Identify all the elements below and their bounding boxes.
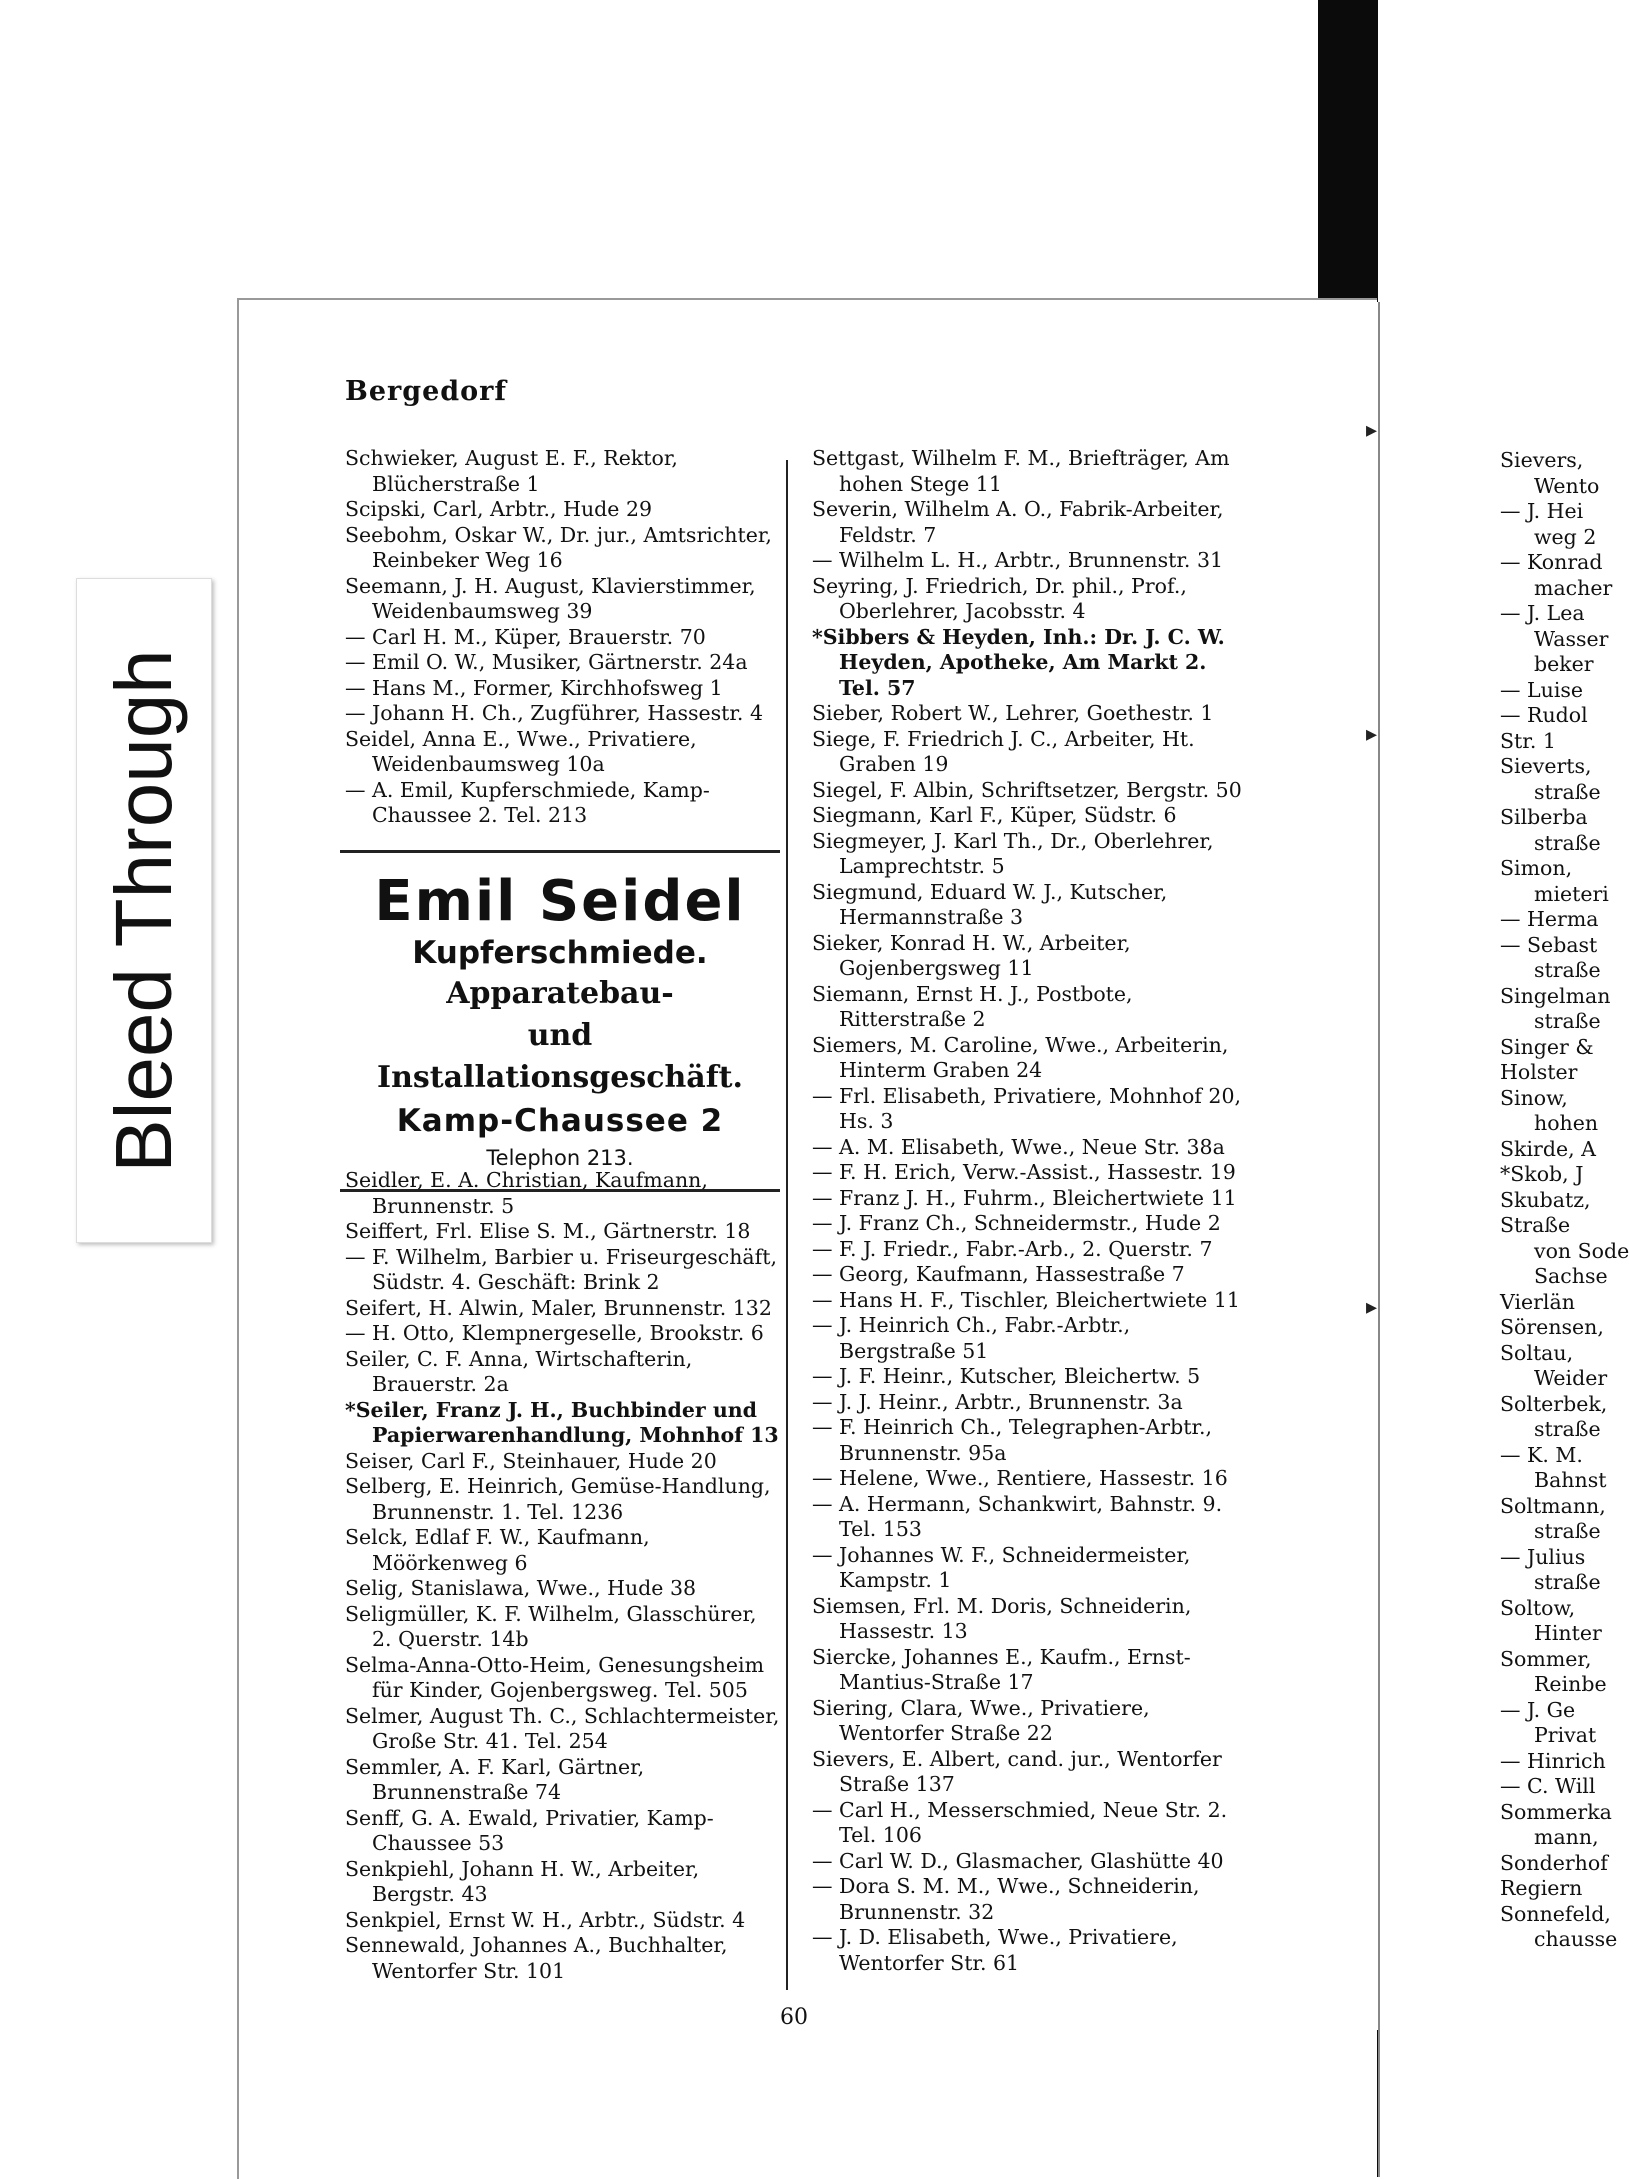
directory-entry: *Sibbers & Heyden, Inh.: Dr. J. C. W. Heyden, Apotheke, Am Markt 2. Tel. 57 bbox=[812, 624, 1225, 700]
right-fragment: — K. M. bbox=[1500, 1442, 1583, 1467]
right-fragment: Holster bbox=[1500, 1060, 1578, 1084]
right-fragment: Sommerka bbox=[1500, 1799, 1612, 1824]
right-fragment: straße bbox=[1534, 1570, 1601, 1594]
directory-entry: — H. Otto, Klempnergeselle, Brookstr. 6 bbox=[345, 1321, 764, 1345]
directory-entry: Siemsen, Frl. M. Doris, Schneiderin, Hassestr. 13 bbox=[812, 1593, 1192, 1643]
right-page-column bbox=[1500, 448, 1629, 1953]
directory-entry: Siegmann, Karl F., Küper, Südstr. 6 bbox=[812, 803, 1177, 827]
right-fragment: — Sebast bbox=[1500, 932, 1598, 957]
right-fragment: Soltau, bbox=[1500, 1340, 1574, 1365]
directory-entry: Selck, Edlaf F. W., Kaufmann, Möörkenweg 6 bbox=[345, 1525, 650, 1575]
directory-entry: — Carl H. M., Küper, Brauerstr. 70 bbox=[345, 624, 706, 649]
directory-entry: — Carl H., Messerschmied, Neue Str. 2. Tel. 106 bbox=[812, 1797, 1228, 1847]
directory-entry: — A. M. Elisabeth, Wwe., Neue Str. 38a bbox=[812, 1134, 1225, 1159]
right-fragment: — J. Lea bbox=[1500, 601, 1585, 625]
directory-entry: — A. Hermann, Schankwirt, Bahnstr. 9. Tel. 153 bbox=[812, 1491, 1223, 1541]
directory-entry: Sieker, Konrad H. W., Arbeiter, Gojenbergsweg 11 bbox=[812, 930, 1131, 980]
directory-entry: Schwieker, August E. F., Rektor, Blücherstraße 1 bbox=[345, 446, 678, 496]
directory-entry: — F. Heinrich Ch., Telegraphen-Arbtr., Brunnenstr. 95a bbox=[812, 1415, 1213, 1465]
right-fragment: macher bbox=[1534, 575, 1613, 600]
right-fragment: hohen bbox=[1534, 1111, 1599, 1135]
right-fragment: Sonnefeld, bbox=[1500, 1901, 1611, 1926]
right-fragment: straße bbox=[1534, 958, 1601, 982]
ad-trade: Kupferschmiede. bbox=[412, 935, 708, 971]
directory-entry: Scipski, Carl, Arbtr., Hude 29 bbox=[345, 497, 653, 521]
right-fragment: Silberba bbox=[1500, 805, 1588, 829]
ad-phone: Telephon 213. bbox=[486, 1146, 634, 1170]
crop-mark-1: ▸ bbox=[1366, 418, 1378, 443]
directory-entry: — F. H. Erich, Verw.-Assist., Hassestr. 19 bbox=[812, 1160, 1236, 1184]
directory-entry: — Helene, Wwe., Rentiere, Hassestr. 16 bbox=[812, 1466, 1228, 1490]
directory-entry: Siering, Clara, Wwe., Privatiere, Wentorfer Straße 22 bbox=[812, 1695, 1150, 1745]
directory-entry: Sieber, Robert W., Lehrer, Goethestr. 1 bbox=[812, 701, 1214, 725]
right-fragment: mieteri bbox=[1534, 881, 1609, 906]
right-fragment: Skirde, A bbox=[1500, 1136, 1596, 1161]
right-fragment: Singer & bbox=[1500, 1034, 1594, 1059]
right-fragment: — Luise bbox=[1500, 677, 1584, 702]
right-fragment: Privat bbox=[1534, 1723, 1597, 1747]
column-divider bbox=[786, 460, 788, 1990]
right-fragment: Hinter bbox=[1534, 1621, 1602, 1645]
directory-entry: — Georg, Kaufmann, Hassestraße 7 bbox=[812, 1262, 1185, 1286]
directory-entry: Sennewald, Johannes A., Buchhalter, Wentorfer Str. 101 bbox=[345, 1933, 728, 1983]
right-fragment: straße bbox=[1534, 830, 1601, 855]
directory-entry: — Frl. Elisabeth, Privatiere, Mohnhof 20, Hs. 3 bbox=[812, 1083, 1242, 1133]
right-fragment: Vierlän bbox=[1500, 1289, 1575, 1314]
crop-mark-3: ▸ bbox=[1366, 1295, 1378, 1320]
directory-entry: Selberg, E. Heinrich, Gemüse-Handlung, Brunnenstr. 1. Tel. 1236 bbox=[345, 1474, 771, 1524]
directory-entry: *Seiler, Franz J. H., Buchbinder und Papierwarenhandlung, Mohnhof 13 bbox=[345, 1397, 779, 1447]
directory-entry: — J. Heinrich Ch., Fabr.-Arbtr., Bergstraße 51 bbox=[812, 1313, 1131, 1363]
right-fragment: Soltmann, bbox=[1500, 1493, 1606, 1518]
directory-entry: — J. Franz Ch., Schneidermstr., Hude 2 bbox=[812, 1211, 1221, 1235]
directory-entry: Selmer, August Th. C., Schlachtermeister, Große Str. 41. Tel. 254 bbox=[345, 1703, 780, 1753]
right-fragment: — J. Ge bbox=[1500, 1697, 1576, 1722]
bleed-through-label-card bbox=[76, 578, 212, 1243]
directory-entry: — Carl W. D., Glasmacher, Glashütte 40 bbox=[812, 1848, 1224, 1873]
directory-entry: Semmler, A. F. Karl, Gärtner, Brunnenstraße 74 bbox=[345, 1754, 645, 1804]
right-fragment: Soltow, bbox=[1500, 1595, 1576, 1620]
advertisement-box bbox=[340, 850, 780, 1192]
right-fragment: mann, bbox=[1534, 1825, 1599, 1849]
right-fragment: straße bbox=[1534, 779, 1601, 804]
right-fragment: Weider bbox=[1534, 1366, 1608, 1390]
directory-entry: — J. F. Heinr., Kutscher, Bleichertw. 5 bbox=[812, 1364, 1201, 1388]
page-number: 60 bbox=[780, 2005, 808, 2030]
right-fragment: Sommer, bbox=[1500, 1646, 1592, 1671]
directory-entry: Senkpiel, Ernst W. H., Arbtr., Südstr. 4 bbox=[345, 1907, 746, 1932]
ad-address: Kamp-Chaussee 2 bbox=[396, 1103, 724, 1139]
directory-entry: — Emil O. W., Musiker, Gärtnerstr. 24a bbox=[345, 650, 748, 674]
directory-entry: Settgast, Wilhelm F. M., Briefträger, Am hohen Stege 11 bbox=[812, 446, 1230, 496]
right-fragment: Simon, bbox=[1500, 856, 1573, 880]
right-fragment: straße bbox=[1534, 1009, 1601, 1033]
left-column-bottom bbox=[345, 1168, 780, 1984]
right-fragment: Sieverts, bbox=[1500, 754, 1592, 778]
directory-entry: — Dora S. M. M., Wwe., Schneiderin, Brunnenstr. 32 bbox=[812, 1874, 1200, 1924]
right-fragment: — Julius bbox=[1500, 1544, 1586, 1569]
right-fragment: — Rudol bbox=[1500, 703, 1588, 727]
right-fragment: Sörensen, bbox=[1500, 1315, 1604, 1339]
right-fragment: Wento bbox=[1534, 473, 1600, 498]
directory-entry: — F. J. Friedr., Fabr.-Arb., 2. Querstr. 7 bbox=[812, 1236, 1213, 1261]
directory-entry: Siegmeyer, J. Karl Th., Dr., Oberlehrer, Lamprechtstr. 5 bbox=[812, 828, 1214, 878]
right-fragment: *Skob, J bbox=[1500, 1162, 1584, 1186]
directory-entry: — Hans M., Former, Kirchhofsweg 1 bbox=[345, 675, 723, 700]
right-fragment: Skubatz, bbox=[1500, 1187, 1591, 1212]
ad-line-2: und Installationsgeschäft. bbox=[377, 1018, 743, 1095]
directory-entry: Siegmund, Eduard W. J., Kutscher, Hermannstraße 3 bbox=[812, 879, 1168, 929]
directory-entry: — J. J. Heinr., Arbtr., Brunnenstr. 3a bbox=[812, 1389, 1183, 1414]
directory-entry: Seidel, Anna E., Wwe., Privatiere, Weidenbaumsweg 10a bbox=[345, 726, 697, 776]
right-fragment: — C. Will bbox=[1500, 1774, 1596, 1798]
ad-line-1: Apparatebau- bbox=[446, 976, 674, 1011]
directory-entry: Siercke, Johannes E., Kaufm., Ernst-Mantius-Straße 17 bbox=[812, 1644, 1191, 1694]
right-fragment: von Sode bbox=[1534, 1238, 1629, 1263]
right-fragment: beker bbox=[1534, 652, 1594, 676]
directory-entry: — Franz J. H., Fuhrm., Bleichertwiete 11 bbox=[812, 1185, 1237, 1210]
directory-entry: Seiser, Carl F., Steinhauer, Hude 20 bbox=[345, 1448, 717, 1473]
directory-entry: Sievers, E. Albert, cand. jur., Wentorfer Straße 137 bbox=[812, 1746, 1222, 1796]
right-fragment: Sievers, bbox=[1500, 448, 1584, 472]
right-fragment: Solterbek, bbox=[1500, 1391, 1608, 1416]
directory-entry: Siegel, F. Albin, Schriftsetzer, Bergstr. 50 bbox=[812, 777, 1242, 802]
right-fragment: Regiern bbox=[1500, 1876, 1583, 1900]
directory-entry: Senff, G. A. Ewald, Privatier, Kamp-Chaussee 53 bbox=[345, 1805, 714, 1855]
right-fragment: straße bbox=[1534, 1417, 1601, 1441]
right-fragment: straße bbox=[1534, 1519, 1601, 1543]
section-title: Bergedorf bbox=[345, 376, 508, 407]
right-fragment: Sachse bbox=[1534, 1264, 1608, 1288]
directory-entry: — F. Wilhelm, Barbier u. Friseurgeschäft, Südstr. 4. Geschäft: Brink 2 bbox=[345, 1244, 777, 1294]
right-fragment: chausse bbox=[1534, 1927, 1618, 1951]
left-column-top bbox=[345, 446, 780, 829]
right-fragment: — Hinrich bbox=[1500, 1748, 1606, 1773]
right-fragment: weg 2 bbox=[1534, 524, 1597, 549]
directory-entry: Seyring, J. Friedrich, Dr. phil., Prof., Oberlehrer, Jacobsstr. 4 bbox=[812, 573, 1187, 623]
bleed-through-label: Bleed Through bbox=[99, 648, 188, 1173]
directory-entry: Selma-Anna-Otto-Heim, Genesungsheim für Kinder, Gojenbergsweg. Tel. 505 bbox=[345, 1652, 765, 1702]
directory-entry: Seligmüller, K. F. Wilhelm, Glasschürer, 2. Querstr. 14b bbox=[345, 1601, 757, 1651]
right-fragment: Bahnst bbox=[1534, 1468, 1607, 1492]
right-fragment: Straße bbox=[1500, 1213, 1571, 1237]
directory-entry: Seifert, H. Alwin, Maler, Brunnenstr. 132 bbox=[345, 1295, 772, 1320]
directory-entry: Seemann, J. H. August, Klavierstimmer, Weidenbaumsweg 39 bbox=[345, 573, 756, 623]
directory-entry: — A. Emil, Kupferschmiede, Kamp-Chaussee 2. Tel. 213 bbox=[345, 777, 710, 827]
directory-entry: Seiffert, Frl. Elise S. M., Gärtnerstr. 18 bbox=[345, 1219, 751, 1243]
right-fragment: Sinow, bbox=[1500, 1085, 1568, 1110]
directory-entry: Seidler, E. A. Christian, Kaufmann, Brunnenstr. 5 bbox=[345, 1168, 708, 1218]
directory-entry: Siege, F. Friedrich J. C., Arbeiter, Ht. Graben 19 bbox=[812, 726, 1195, 776]
directory-entry: — Hans H. F., Tischler, Bleichertwiete 11 bbox=[812, 1287, 1240, 1312]
right-fragment: — J. Hei bbox=[1500, 499, 1584, 523]
right-fragment: Singelman bbox=[1500, 983, 1611, 1008]
directory-entry: Seiler, C. F. Anna, Wirtschafterin, Brauerstr. 2a bbox=[345, 1346, 693, 1396]
directory-entry: Senkpiehl, Johann H. W., Arbeiter, Bergstr. 43 bbox=[345, 1856, 700, 1906]
right-fragment: Sonderhof bbox=[1500, 1850, 1608, 1875]
directory-entry: Severin, Wilhelm A. O., Fabrik-Arbeiter, Feldstr. 7 bbox=[812, 497, 1224, 547]
right-fragment: — Herma bbox=[1500, 907, 1599, 931]
right-fragment: Str. 1 bbox=[1500, 728, 1556, 753]
right-fragment: Reinbe bbox=[1534, 1672, 1607, 1696]
crop-mark-2: ▸ bbox=[1366, 722, 1378, 747]
directory-entry: — Johann H. Ch., Zugführer, Hassestr. 4 bbox=[345, 701, 763, 725]
directory-entry: — Johannes W. F., Schneidermeister, Kampstr. 1 bbox=[812, 1542, 1191, 1592]
ad-name: Emil Seidel bbox=[374, 869, 746, 934]
directory-entry: — J. D. Elisabeth, Wwe., Privatiere, Wentorfer Str. 61 bbox=[812, 1925, 1178, 1975]
directory-entry: Siemers, M. Caroline, Wwe., Arbeiterin, Hinterm Graben 24 bbox=[812, 1032, 1229, 1082]
right-fragment: — Konrad bbox=[1500, 550, 1603, 574]
directory-entry: Seebohm, Oskar W., Dr. jur., Amtsrichter, Reinbeker Weg 16 bbox=[345, 522, 772, 572]
right-fragment: Wasser bbox=[1534, 626, 1609, 651]
directory-entry: Siemann, Ernst H. J., Postbote, Ritterstraße 2 bbox=[812, 981, 1133, 1031]
scan-edge-bar-top bbox=[1318, 0, 1378, 302]
directory-entry: Selig, Stanislawa, Wwe., Hude 38 bbox=[345, 1576, 697, 1600]
middle-column bbox=[812, 446, 1252, 1976]
directory-entry: — Wilhelm L. H., Arbtr., Brunnenstr. 31 bbox=[812, 548, 1224, 572]
